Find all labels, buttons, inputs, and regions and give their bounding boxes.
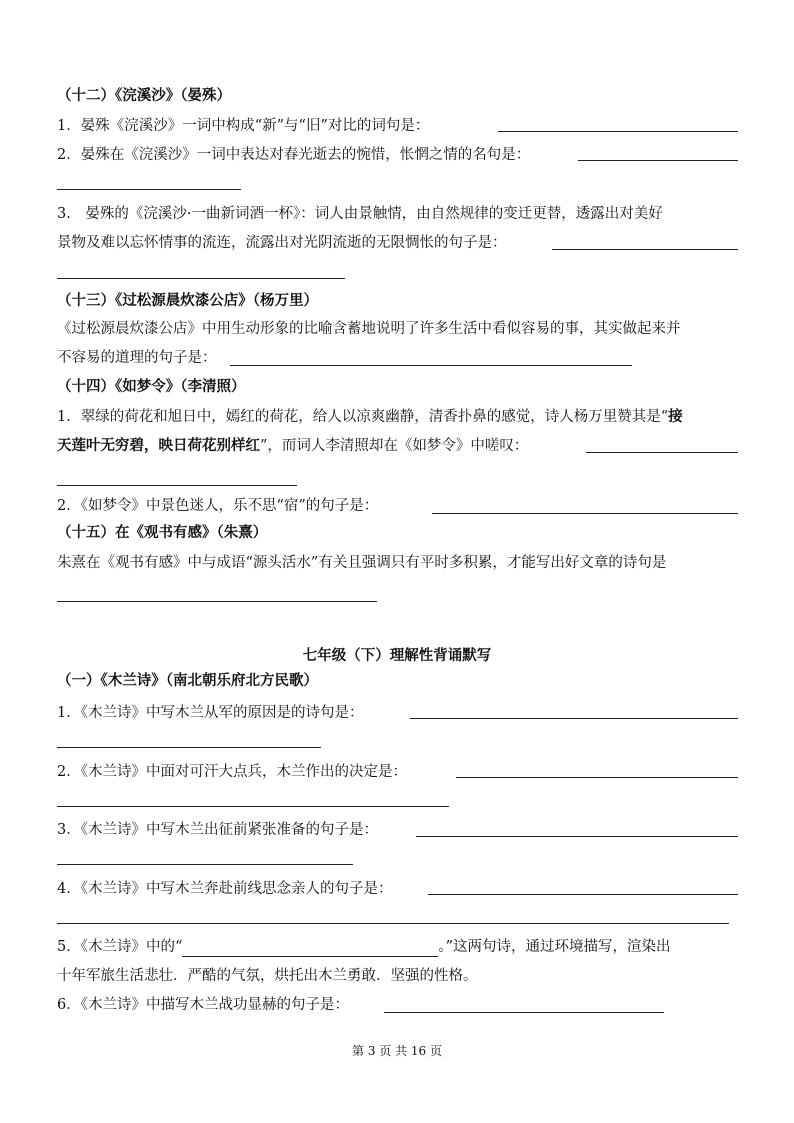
quoted-poem-line: 天莲叶无穷碧，映日荷花别样红: [57, 437, 260, 454]
question-1-5-line2: 十年军旅生活悲壮．严酷的气氛，烘托出木兰勇敢．坚强的性格。: [57, 968, 478, 984]
question-13-line2: 不容易的道理的句子是：: [57, 350, 217, 366]
question-1-3: 3．《木兰诗》中写木兰出征前紧张准备的句子是：: [57, 822, 378, 838]
question-14-1-text: 1．翠绿的荷花和旭日中，嫣红的荷花，给人以凉爽幽静，清香扑鼻的感觉，诗人杨万里赞其是“: [57, 409, 669, 425]
answer-blank[interactable]: [57, 189, 241, 190]
question-14-1-text: ”，而词人李清照却在《如梦令》中嗟叹：: [260, 438, 529, 454]
question-13-line1: 《过松源晨炊漆公店》中用生动形象的比喻含蓄地说明了许多生活中看似容易的事，其实做起来并: [57, 321, 681, 337]
answer-blank[interactable]: [57, 923, 729, 924]
question-14-1-line1: [57, 407, 683, 427]
question-1-1: 1．《木兰诗》中写木兰从军的原因是的诗句是：: [57, 705, 364, 721]
answer-blank[interactable]: [410, 718, 738, 719]
answer-blank[interactable]: [586, 452, 738, 453]
answer-blank[interactable]: [456, 777, 738, 778]
section-title-15: （十五）在《观书有感》（朱熹）: [57, 524, 268, 541]
question-1-5-line1: [57, 937, 671, 957]
page-number: 第 3 页 共 16 页: [352, 1044, 442, 1058]
section-title-13: （十三）《过松源晨炊漆公店》（杨万里）: [57, 292, 318, 309]
question-1-2: 2．《木兰诗》中面对可汗大点兵，木兰作出的决定是：: [57, 764, 407, 780]
answer-blank[interactable]: [57, 864, 353, 865]
answer-blank[interactable]: [552, 249, 738, 250]
section-title-12: （十二）《浣溪沙》（晏殊）: [57, 87, 231, 104]
answer-blank[interactable]: [428, 894, 738, 895]
question-12-3-line2: 景物及难以忘怀情事的流连，流露出对光阴流逝的无限惆怅的句子是：: [57, 235, 507, 251]
answer-blank[interactable]: [182, 942, 438, 957]
answer-blank[interactable]: [498, 131, 738, 132]
answer-blank[interactable]: [384, 1012, 664, 1013]
question-1-5-text: 5．《木兰诗》中的“: [57, 939, 183, 955]
answer-blank[interactable]: [416, 836, 738, 837]
answer-blank[interactable]: [432, 513, 738, 514]
question-12-3-line1: 3. 晏殊的《浣溪沙·一曲新词酒一杯》：词人由景触情，由自然规律的变迁更替，透露出对美好: [57, 206, 663, 222]
section-title-14: （十四）《如梦令》（李清照）: [57, 378, 246, 395]
question-1-5-text: 。”这两句诗，通过环境描写，渲染出: [438, 939, 671, 955]
answer-blank[interactable]: [57, 601, 377, 602]
question-14-1-line2: [57, 436, 528, 456]
question-1-6: 6．《木兰诗》中描写木兰战功显赫的句子是：: [57, 997, 349, 1013]
grade-section-title: 七年级（下）理解性背诵默写: [302, 647, 492, 664]
question-1-4: 4．《木兰诗》中写木兰奔赴前线思念亲人的句子是：: [57, 881, 393, 897]
section-title-1: （一）《木兰诗》（南北朝乐府北方民歌）: [57, 672, 318, 689]
answer-blank[interactable]: [57, 806, 449, 807]
answer-blank[interactable]: [578, 160, 738, 161]
question-14-2: 2．《如梦令》中景色迷人，乐不思“宿”的句子是：: [57, 498, 379, 514]
quoted-poem-start: 接: [668, 408, 683, 425]
answer-blank[interactable]: [57, 278, 345, 279]
answer-blank[interactable]: [57, 747, 321, 748]
question-12-1: 1．晏殊《浣溪沙》一词中构成“新”与“旧”对比的词句是：: [57, 118, 430, 134]
answer-blank[interactable]: [57, 485, 297, 486]
answer-blank[interactable]: [230, 365, 632, 366]
question-15: 朱熹在《观书有感》中与成语“源头活水”有关且强调只有平时多积累，才能写出好文章的诗句是: [57, 555, 667, 571]
question-12-2: 2．晏殊在《浣溪沙》一词中表达对春光逝去的惋惜，怅惘之情的名句是：: [57, 147, 531, 163]
